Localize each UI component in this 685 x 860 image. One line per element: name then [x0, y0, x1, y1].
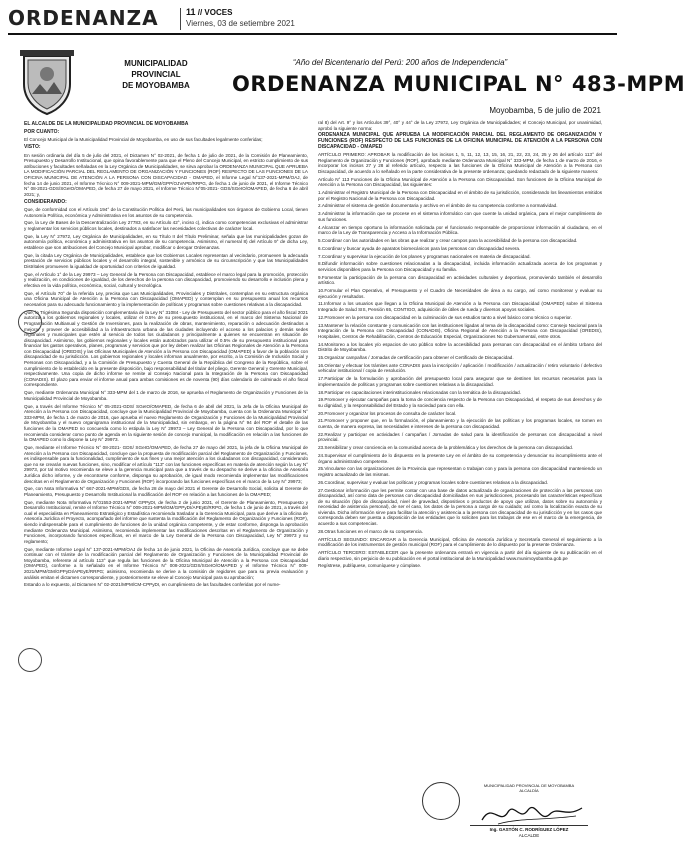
place-date: Moyobamba, 5 de julio de 2021: [489, 106, 601, 115]
section-heading: ORDENANZA MUNICIPAL QUE APRUEBA LA MODIFICACIÓN PARCIAL DEL REGLAMENTO DE ORGANIZACIÓN Y FUNCIONES (ROF) RESPECTO DE LAS FUNCIONES DE LA OFICINA MUNICIPAL DE ATENCIÓN A LA PERSONA CON DISCAPACIDAD - OMAPED: [318, 132, 602, 150]
paragraph: 20.Promover y organizar los procesos de consulta de carácter local.: [318, 410, 457, 416]
section-heading: POR CUANTO:: [24, 128, 60, 135]
signature-stamp: [474, 783, 584, 793]
paragraph: 11.Informar a los usuarios que llegan a la Oficina Municipal de Atención a la Persona con Discapacidad (OMAPED) sobre el Sistema Integrado de Salud SIS, Pensión 65, CONTIGO, adquisición de útiles de rueda y diversos apoyos sociales.: [318, 301, 602, 313]
paragraph: ral 8) del Art. 9° y los Artículos 39°, 40° y 44° de la Ley 27972, Ley Orgánica de Municipalidades; el Concejo Municipal, por unanimidad, aprobó la siguiente norma:: [318, 120, 602, 131]
municipality-line-3: DE MOYOBAMBA: [122, 81, 190, 90]
section-title: ORDENANZA: [8, 6, 159, 30]
page-header: [8, 6, 617, 32]
paragraph: 17.Participar de la formulación y aprobación del presupuesto local para asegurar que se destinen los recursos necesarios para la implementación de políticas y programas sobre cuestiones relativas a la discapacidad.: [318, 376, 602, 387]
paragraph: 14.Monitoreo a los locales y/o espacios de uso público sobre la accesibilidad para personas con discapacidad en el ámbito Urbano del Distrito de Moyobamba.: [318, 341, 602, 353]
signature-line: [470, 825, 588, 826]
municipal-coat-of-arms-icon: [18, 50, 76, 116]
paragraph: 6.Coordinar y buscar ayuda de aparatos biomecánicos para las personas con discapacidad severa.: [318, 245, 521, 251]
margin-stamp: [18, 310, 42, 334]
paragraph: 8.Difundir información sobre cuestiones relacionadas a la discapacidad, incluida información actualizada acerca de los programas y servicios disponibles para la Persona con Discapacidad y su familia.: [318, 261, 602, 272]
paragraph: Que, mediante el Informe Técnico N° 08-2021- GDS/ SGeIO/OMAPED, de fecha 27 de mayo del 2021, la jefa de la Oficina Municipal de Atención a la Persona con Discapacidad, concluye que la propuesta de modificación parcial del Reglamento de Organización y Funciones, es indispensable para la funcionalidad, cumplimiento de sus fines y una mejor atención a los ciudadanos con discapacidad, considerando que no se crearán nuevas funciones, sino, modificar el artículo "113" con las funciones específicas en materia de atención según la Ley N° 29973, por tal motivo recomienda se eleve a la gerencia municipal para que a través de su despacho se derive a la oficina de Asesoría Jurídica dicho informe, y de encontrarse conforme, disponga su aprobación, de igual modo recomienda implementar las modificaciones descritas en el Reglamento de Organización y Funciones (ROF) incorporando las funciones específicas en el marco de la Ley N° 29973;: [24, 444, 308, 484]
paragraph: Regístrese, publíquese, comuníquese y cúmplase.: [318, 563, 422, 569]
paragraph: 10.Formular el Plan Operativo, el Presupuesto y el Cuadro de Necesidades de área a su cargo, así como monitorear y evaluar su ejecución y resultados.: [318, 288, 602, 299]
section-heading: VISTO:: [24, 143, 41, 150]
paragraph: Que, el Artículo 1° de la Ley 29973 – Ley General de la Persona con Discapacidad, establece el marco legal para la promoción, protección y realización, en condiciones de igualdad, de los derechos de la persona con discapacidad, promoviendo su desarrollo e inclusión plena y efectiva en la vida política, económica, social, cultural y tecnológica.: [24, 271, 308, 288]
paragraph: 13.Mantener la relación constante y comunicación con las instituciones ligadas al tema de la discapacidad como: Consejo Nacional para la Integración de la Persona con Discapacidad (CONADIS), Oficina Regional de Atención a la Persona con Discapacidad (OREDIS), Hospitales, Centros de Rehabilitación, Centros de Educación Especial, Organizaciones No Gubernamental, entre otros.: [318, 322, 602, 339]
paragraph: 5.Coordinar con las autoridades en las obras que realizar y crear campos para la accesibilidad de la persona con discapacidad.: [318, 238, 578, 243]
paragraph: Que, con Nota Informativa N° 667-2021-MPM/GDS, de fecha 28 de mayo del 2021 el Gerente de Desarrollo Social, solicita al Gerente de Planeamiento, Presupuesto y Desarrollo Institucional la modificación del ROF en relación a las funciones de la OMAPED;: [24, 486, 308, 497]
paragraph: 4.Alcanzar en tiempo oportuno la información solicitada por el funcionario responsable de proporcionar información al ciudadano, en el marco de la Ley de Transparencia y Acceso a la Información Pública.: [318, 224, 602, 236]
publication-date: Viernes, 03 de setiembre 2021: [186, 19, 295, 28]
signature-stamp-line-2: ALCALDÍA: [519, 788, 539, 793]
paragraph: 12.Promover en la persona con discapacidad en la culminación de sus estudios tanto a nivel básico como técnico o superior.: [318, 314, 572, 320]
paragraph: Que, la Ley de Bases de la Descentralización Ley 27783, en su Artículo 42°, inciso c), indica como competencias exclusivas el administrar y reglamentar los servicios públicos locales, destinados a satisfacer las necesidades colectivas de carácter local.: [24, 220, 308, 232]
paragraph: ARTÍCULO TERCERO: ESTABLECER que la presente ordenanza entrará en vigencia a partir del día siguiente de su publicación en el diario respectivo, sin perjuicio de su publicación en el portal institucional de la Municipalidad www.munimoyobamba.gob.pe: [318, 550, 602, 561]
left-column: [24, 120, 308, 590]
paragraph: 26.Coordinar, supervisar y evaluar las políticas y programas locales sobre cuestiones relativas a la discapacidad.: [318, 479, 549, 485]
paragraph: Que, la Trigésima Segunda disposición complementaria de la Ley N° 31084 - Ley de Presupuesto del sector público para el año fiscal 2021 autoriza a los gobiernos regionales y locales, utilizar el 0.5% de su presupuesto institucional, en el marco del Sistema Nacional de Programación Multianual y Gestión de Inversiones, para la realización de obras, mantenimiento, reparación o adecuación destinados a mejorar y proveer de accesibilidad a la infraestructura urbana de las ciudades incluyendo el acceso a los palacios y demás sedes regionales y municipales que estén al servicio de todos los ciudadanos y principalmente a quienes se encuentran en situación de discapacidad. Asimismo, los gobiernos regionales y locales están autorizados para utilizar el 0.5% de su presupuesto institucional para financiar los gastos operativos, planes, programas y servicios que por ley deben realizar las Oficinas Regionales de Atención a la Persona con Discapacidad (OREDIS) y las Oficinas Municipales de Atención a la Persona con Discapacidad (OMAPED) a favor de la población con discapacidad de su jurisdicción. Los gobiernos regionales y locales informan anualmente, por escrito, a la Comisión de Inclusión Social y Personas con Discapacidad, y a la Comisión de Presupuesto y Cuenta General de la República del Congreso de la República, sobre el cumplimiento de lo establecido en la presente disposición, bajo responsabilidad del titular del pliego, Gerente General y Gerente Municipal, respectivamente. Una copia de dicho informe se remite al Consejo Nacional para la Integración de la Persona con Discapacidad (CONADIS). El plazo para enviar el informe anual para ambas comisiones es de noventa (90) días calendario de culminado el año fiscal correspondiente.: [24, 309, 308, 388]
paragraph: En sesión ordinaria del día 5 de julio del 2021, el Dictamen N° 02-2021, de fecha 1 de julio de 2021, de la Comisión de Planeamiento, Presupuesto y Desarrollo Institucional, que opina favorablemente para que el Pleno del Concejo Municipal, en estricto cumplimiento de sus atribuciones y facultades señaladas en la Ley Orgánica de Municipalidades, se sirva aprobar la ORDENANZA MUNICIPAL QUE APRUEBA LA MODIFICACIÓN PARCIAL DEL REGLAMENTO DE ORGANIZACIÓN Y FUNCIONES (ROF) RESPECTO DE LAS FUNCIONES DE LA OFICINA MUNICIPAL DE ATENCIÓN A LA PERSONA CON DISCAPACIDAD - OMAPED, el Informe Legal N°137-2021-MPM/OAJ, de fecha 14 de junio 2021, el Informe Técnico N° 009-2021-MPM/GM/GPP/OJVAPE/RRPG, de fecha 1 de junio de 2021, el Informe Técnico N° 08-2021-GDS/SGeIO/OMAPED, de fecha 27 de mayo 2021, el Informe Técnico N°05-2021- GDS/SGeIO/OMAPED, de fecha 6 de abril 2021; y,: [24, 152, 308, 197]
section-heading: EL ALCALDE DE LA MUNICIPALIDAD PROVINCIAL DE MOYOBAMBA: [24, 121, 189, 127]
paragraph: El Concejo Municipal de la Municipalidad Provincial de Moyobamba, en uso de sus facultades legalmente conferidas;: [24, 137, 263, 143]
official-seal: [422, 782, 460, 820]
paragraph: Artículo N° 113 Funciones de la Oficina Municipal de Atención a la Persona con Discapacidad. Son funciones de la Oficina Municipal de Atención a la Persona con Discapacidad, las siguientes:: [318, 176, 602, 188]
right-column: [318, 120, 602, 571]
paragraph: 21.Promover y proponer que, en la formulación, el planeamiento y la ejecución de las políticas y los programas locales, se tomen en cuenta, de manera expresa, las necesidades e intereses de la persona con discapacidad.: [318, 418, 602, 430]
handwritten-signature: [478, 800, 588, 828]
signatory-role: ALCALDE: [518, 833, 540, 838]
paragraph: Que, mediante Nota Informativa N°01553-2021-MPM/ GPPyDI, de fecha 2 de junio 2021, el Gerente de Planeamiento, Presupuesto y Desarrollo Institucional, remite el Informe Técnico N° 009-2021-MPM/GM/GPPyDI/APEyE/RRPG, de fecha 1 de junio de 2021, a través del cual el especialista en Planeamiento Estratégico y Estadística recomienda trasladar a la Gerencia Municipal, para que derive a la oficina de Asesoría Jurídica el Proyecto, acompañado del informe que sustenta la modificación del Reglamento de Organización y Funciones (ROF), siendo indispensable para el cumplimiento de funciones de la unidad orgánica competente, y de estar conforme, disponga la aprobación mediante Ordenanza Municipal. Asimismo, recomienda implementar las modificaciones descritas en el Reglamento de Organización y Funciones, incorporando funciones específicas, en el marco de la Ley General de la Persona con Discapacidad, Ley N° 29973 y su reglamento;: [24, 499, 308, 544]
header-divider: [180, 8, 181, 30]
brand: // VOCES: [197, 8, 233, 17]
municipality-name: [118, 58, 194, 91]
margin-stamp: [18, 648, 42, 672]
paragraph: 9.Fomentar la participación de la persona con discapacidad en actividades culturales y deportivas, promoviendo también el desarrollo artístico.: [318, 274, 602, 286]
paragraph: ARTÍCULO SEGUNDO: ENCARGAR a la Gerencia Municipal, Oficina de Asesoría Jurídica y Secretaría General el seguimiento a la modificación de los instrumentos de gestión municipal (ROF) para el cumplimiento de lo dispuesto por la presente Ordenanza.: [318, 536, 602, 548]
ordinance-title: ORDENANZA MUNICIPAL N° 483-MPM: [232, 72, 685, 96]
paragraph: 27.Gestionar información que les permite contar con una base de datos actualizada de organizaciones de protección a las personas con discapacidad, así como data de personas con discapacidad domiciliadas en sus jurisdicciones, procesando las características específicas de su situación (tipo de discapacidad, nivel de gravedad, dispositivos o productos de apoyo que utilizan, datos sobre su autonomía y necesidad de asistencia personal), de ser el caso, los datos de la persona a cargo de su cuidado; así como la localización exacta de su vivienda. Dicha información sirve para facilitar la atención y asistencia a la persona con discapacidad de su jurisdicción y en los casos que corresponda deben ser puesta a disposición de las entidades que lo soliciten para los trabajos de ese en el marco de la emergencia, de acuerdo a sus competencias.: [318, 487, 602, 527]
paragraph: 15.Organizar campañas / Jornadas de certificación para obtener el Certificado de Discapacidad.: [318, 354, 514, 360]
paragraph: 23.Sensibilizar y crear conciencia en la comunidad acerca de la problemática y los derechos de la persona con discapacidad.: [318, 445, 574, 451]
paragraph: Que, mediante Ordenanza Municipal N° 333-MPM del 1 de marzo de 2016, se aprueba el Reglamento de Organización y Funciones de la Municipalidad Provincial de Moyobamba.: [24, 390, 308, 401]
municipality-line-2: PROVINCIAL: [131, 70, 181, 79]
paragraph: Estando a lo expuesto, al Dictamen N° 02-2021/MPM/CM-CPPyDI, en cumplimiento de las facultades conferidas por el nume-: [24, 582, 281, 588]
signature-stamp-line-1: MUNICIPALIDAD PROVINCIAL DE MOYOBAMBA: [483, 783, 575, 788]
paragraph: Que, mediante Informe Legal N° 137-2021-MPM/OAJ de fecha 14 de junio 2021, la Oficina de Asesoría Jurídica, concluye que se debe continuar con el trámite de la modificación parcial del Reglamento de Organización y Funciones de la Municipalidad Provincial de Moyobamba, referente al artículo 113° que regula las funciones de la Oficina Municipal de Atención a la Persona con Discapacidad (OMAPED), conforme a lo señalado en el Informe Técnico N° 008-2021/GDS/SGeIO/OMAPED y el Informe Técnico N° 009-2021/MPM/GM/GPPyDI/APEyE/RRPG; asimismo, recomienda se derive a la comisión de regidores que para su previa evaluación y análisis emitan el dictamen correspondiente, y posteriormente se eleve al Concejo Municipal para su aprobación;: [24, 546, 308, 580]
paragraph: 18.Participar en capacitaciones interinstitucionales relacionadas con la temática de la discapacidad.: [318, 389, 522, 395]
signatory-name: Ing. GASTÓN C. RODRÍGUEZ LÓPEZ: [489, 827, 569, 832]
section-heading: CONSIDERANDO:: [24, 198, 67, 205]
paragraph: 16.Orientar y efectuar los trámites ante CONADIS para la inscripción / aplicación / modificación / actualización / retiro voluntario / defectivo vehicular institucional / copia de resolución.: [318, 362, 602, 374]
paragraph: Que, el Artículo 70° de la referida Ley, precisa que Las Municipalidades, Provinciales y Distritales, contemplan en su estructura orgánica una Oficina Municipal de Atención a la Persona con Discapacidad (OMAPED) y contemplan en su presupuesto anual los recursos necesarios para su adecuado funcionamiento y la implementación de políticas y programas sobre cuestiones relativas a la discapacidad.: [24, 290, 308, 307]
header-rule: [8, 33, 617, 35]
paragraph: 28.Otras funciones en el marco de su competencia.: [318, 528, 423, 534]
paragraph: Que, de conformidad con el Artículo 194° de la Constitución Política del Perú, las municipalidades son órganos de Gobierno Local, tienen Autonomía Política, económica y Administrativa en los asuntos de su competencia.: [24, 207, 308, 218]
paragraph: Que, a través del Informe Técnico N° 05-2021-GDS/ SGeIO/OMAPED, de fecha 6 de abril del 2021, la Jefa de la Oficina Municipal de Atención a la Persona con Discapacidad, concluye que la Municipalidad Provincial de Moyobamba, cuenta con la Ordenanza Municipal N° 333-MPM, de fecha 1 de marzo de 2016, que aprueba el nuevo Reglamento de Organización y Funciones de la Municipalidad Provincial de Moyobamba y el nuevo organigrama institucional de la Municipalidad, sin embargo, en la página N° 94 del ROF el detalle de las funciones de la OMAPED no concuerda como lo estipula la Ley N° 29973 – Ley General de la Persona con Discapacidad, por lo que recomienda considerar como punto de agenda en la siguiente sesión de concejo municipal, la modificación en relación a las funciones de la OMAPED como lo dispone la Ley N° 29973.: [24, 403, 308, 443]
page-number: 11: [186, 7, 196, 17]
paragraph: 3.Administrar la información que se procese en el sistema informático con que cuente la unidad orgánica, para el mejor cumplimiento de sus funciones.: [318, 211, 602, 222]
paragraph: 1.Administrar el Registro Municipal de la Persona con Discapacidad en el ámbito de su jurisdicción, considerando los lineamientos emitidos por el Registro Nacional de la Persona con Discapacidad.: [318, 190, 602, 201]
paragraph: 2.Administrar el sistema de gestión documentaria y archivo en el ámbito de su competencia conforme a normatividad.: [318, 203, 558, 209]
centenary-motto: “Año del Bicentenario del Perú: 200 años de Independencia”: [292, 58, 508, 67]
paragraph: 19.Promover y ejecutar campañas para la toma de conciencia respecto de la Persona con Discapacidad, el respeto de sus derechos y de su dignidad, y la responsabilidad del Estado y la sociedad para con ella.: [318, 397, 602, 408]
paragraph: Que, la citada Ley Orgánica de Municipalidades, establece que los Gobiernos Locales representan al vecindario, promueven la adecuada prestación de servicios públicos locales y el desarrollo integral, sostenible y armónico de su circunscripción y que las Municipalidades Distritales promueven la igualdad de oportunidad con criterios de igualdad.: [24, 252, 308, 269]
paragraph: 7.Coordinar y supervisar la ejecución de los planes y programas nacionales en materia de discapacidad.: [318, 253, 531, 259]
issue-info: [186, 7, 232, 17]
paragraph: 24.Supervisar el cumplimiento de lo dispuesto en la presente Ley en el ámbito de su competencia y denunciar su incumplimiento ante el órgano administrativo competente.: [318, 452, 602, 464]
paragraph: 25.Vincularse con las organizaciones de la Provincia que representan o trabajan con y para la persona con discapacidad manteniendo un registro actualizado de las mismas.: [318, 466, 602, 477]
paragraph: 22.Realizar y participar en actividades / campañas / Jornadas de salud para la identificación de personas con discapacidad a nivel provincial.: [318, 431, 602, 443]
paragraph: ARTÍCULO PRIMERO: APROBAR la modificación de los incisos 1, 5, 11, 12, 13, 15, 16, 21, 22, 23, 24, 25 y 26 del artículo 113° del Reglamento de Organización y Funciones (ROF), aprobado mediante Ordenanza Municipal N° 333-MPM, de fecha 1 de marzo de 2016, e incorporar los incisos 27 y 28 al referido artículo, respecto a las funciones de la Oficina Municipal de Atención a la Persona con Discapacidad, de acuerdo a lo señalado en la parte considerativa de la presente ordenanza; quedando redactado de la siguiente manera:: [318, 152, 602, 174]
municipality-line-1: MUNICIPALIDAD: [124, 59, 188, 68]
paragraph: Que, la Ley N° 27972, Ley Orgánica de Municipalidades, en su Título II del Título Preliminar, señala que las municipalidades gozan de autonomía política, económica y administrativa en los asuntos de su competencia. Asimismo, el numeral 8) del Artículo 9° de dicha Ley, establece que son atribuciones del Concejo Municipal aprobar, modificar o derogar Ordenanzas.: [24, 233, 308, 251]
